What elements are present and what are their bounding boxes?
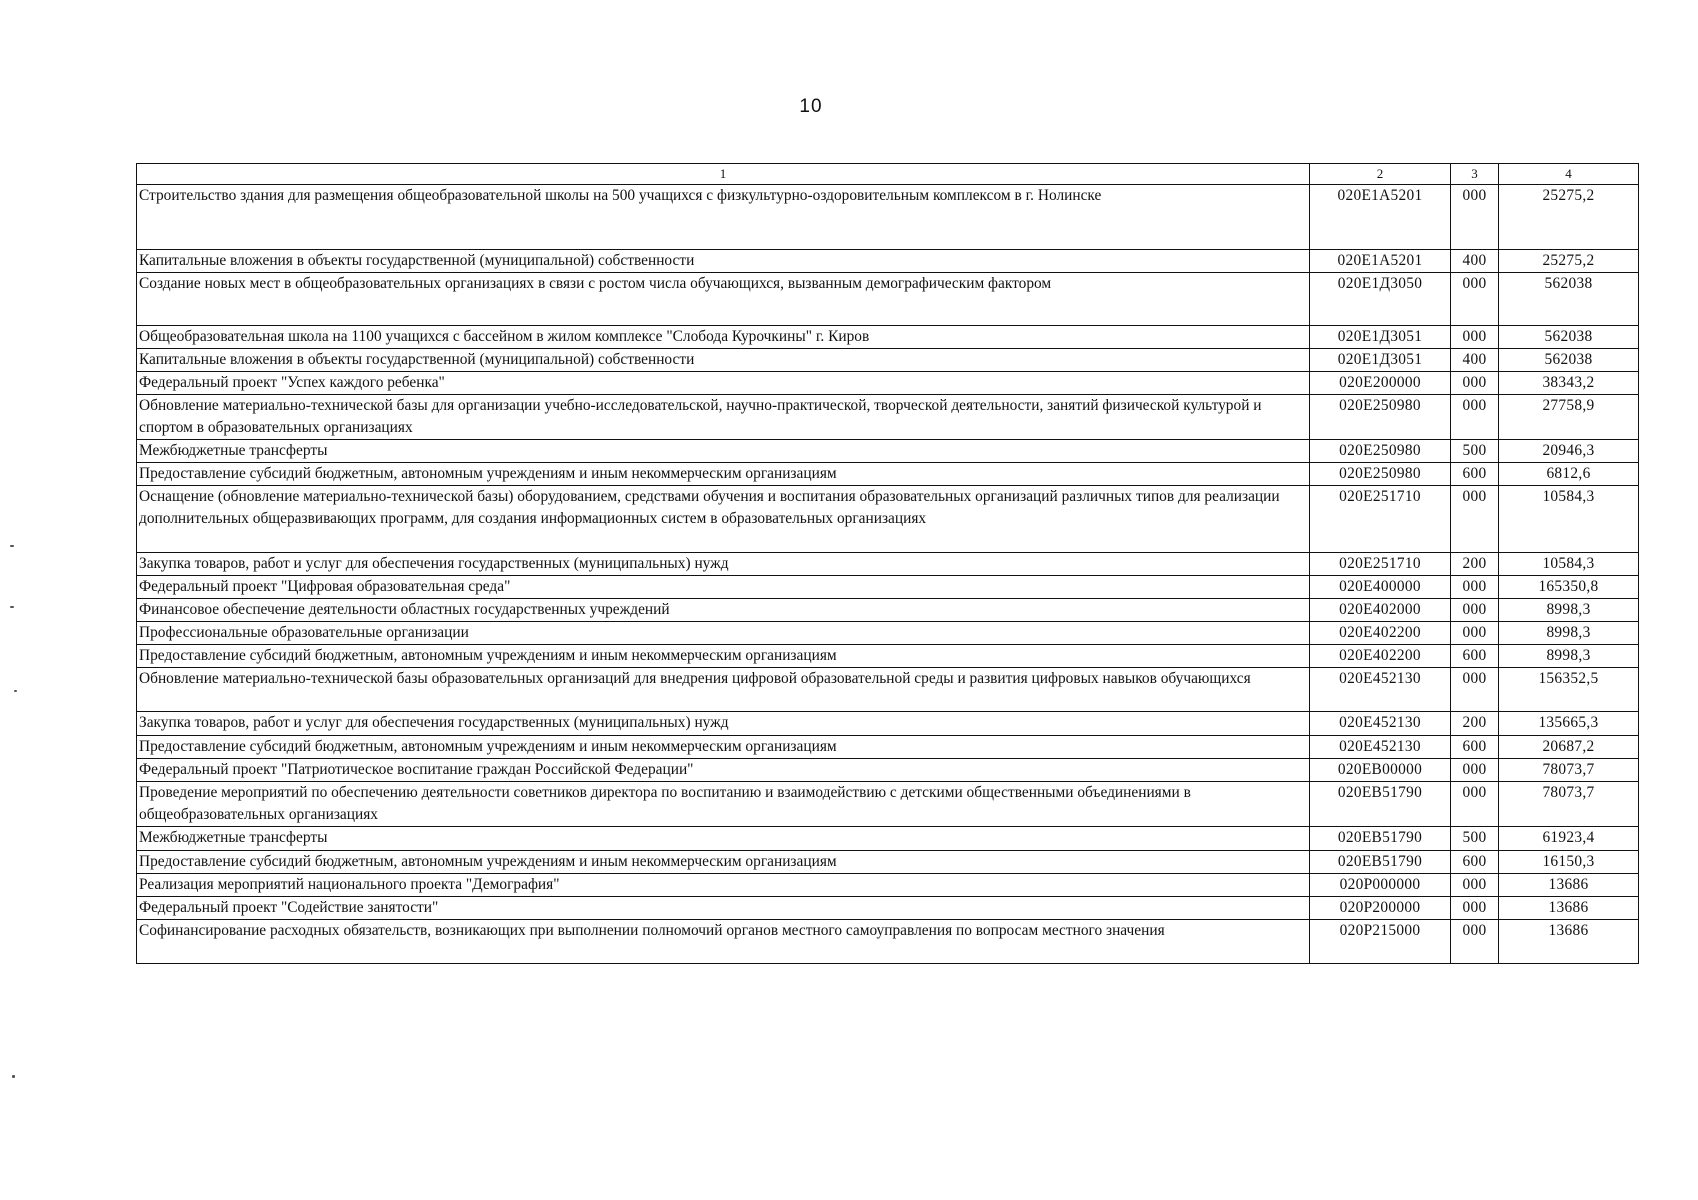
column-header-1: 1 bbox=[137, 164, 1310, 185]
row-name-cell: Предоставление субсидий бюджетным, автономным учреждениям и иным некоммерческим организациям bbox=[137, 463, 1310, 486]
row-code-cell: 020E251710 bbox=[1310, 553, 1451, 576]
row-amount-cell: 8998,3 bbox=[1499, 599, 1639, 622]
row-type-cell: 000 bbox=[1451, 874, 1499, 897]
row-amount-cell: 562038 bbox=[1499, 349, 1639, 372]
row-name-cell: Федеральный проект "Успех каждого ребенка" bbox=[137, 372, 1310, 395]
table-row bbox=[137, 349, 1639, 372]
row-code-cell: 020E452130 bbox=[1310, 712, 1451, 736]
row-type-cell: 000 bbox=[1451, 273, 1499, 326]
row-type-cell: 000 bbox=[1451, 920, 1499, 964]
row-code-cell: 020E400000 bbox=[1310, 576, 1451, 599]
row-amount-cell: 562038 bbox=[1499, 273, 1639, 326]
row-code-cell: 020E402200 bbox=[1310, 645, 1451, 668]
table-row bbox=[137, 759, 1639, 782]
column-header-4: 4 bbox=[1499, 164, 1639, 185]
table-row bbox=[137, 712, 1639, 736]
row-type-cell: 000 bbox=[1451, 622, 1499, 645]
row-code-cell: 020P215000 bbox=[1310, 920, 1451, 964]
row-code-cell: 020P000000 bbox=[1310, 874, 1451, 897]
table-row bbox=[137, 897, 1639, 920]
row-type-cell: 600 bbox=[1451, 463, 1499, 486]
row-code-cell: 020P200000 bbox=[1310, 897, 1451, 920]
table-row bbox=[137, 599, 1639, 622]
row-name-cell: Федеральный проект "Цифровая образовательная среда" bbox=[137, 576, 1310, 599]
row-amount-cell: 61923,4 bbox=[1499, 827, 1639, 851]
table-row bbox=[137, 486, 1639, 553]
table-row bbox=[137, 736, 1639, 759]
row-amount-cell: 156352,5 bbox=[1499, 668, 1639, 712]
row-type-cell: 000 bbox=[1451, 486, 1499, 553]
table-row bbox=[137, 874, 1639, 897]
row-type-cell: 000 bbox=[1451, 599, 1499, 622]
row-amount-cell: 13686 bbox=[1499, 920, 1639, 964]
row-amount-cell: 38343,2 bbox=[1499, 372, 1639, 395]
row-name-cell: Предоставление субсидий бюджетным, автономным учреждениям и иным некоммерческим организациям bbox=[137, 736, 1310, 759]
row-name-cell: Софинансирование расходных обязательств, возникающих при выполнении полномочий органов местного самоуправления по вопросам местного значения bbox=[137, 920, 1310, 964]
row-code-cell: 020E251710 bbox=[1310, 486, 1451, 553]
row-amount-cell: 10584,3 bbox=[1499, 486, 1639, 553]
row-name-cell: Создание новых мест в общеобразовательных организациях в связи с ростом числа обучающихся, вызванным демографическим фактором bbox=[137, 273, 1310, 326]
table-row bbox=[137, 463, 1639, 486]
row-name-cell: Обновление материально-технической базы образовательных организаций для внедрения цифровой образовательной среды и развития цифровых навыков обучающихся bbox=[137, 668, 1310, 712]
row-name-cell: Реализация мероприятий национального проекта "Демография" bbox=[137, 874, 1310, 897]
row-name-cell: Обновление материально-технической базы для организации учебно-исследовательской, научно-практической, творческой деятельности, занятий физической культурой и спортом в образовательных организациях bbox=[137, 395, 1310, 440]
row-code-cell: 020EB51790 bbox=[1310, 827, 1451, 851]
row-amount-cell: 78073,7 bbox=[1499, 759, 1639, 782]
row-code-cell: 020E200000 bbox=[1310, 372, 1451, 395]
row-type-cell: 000 bbox=[1451, 395, 1499, 440]
row-amount-cell: 20687,2 bbox=[1499, 736, 1639, 759]
row-type-cell: 400 bbox=[1451, 349, 1499, 372]
row-code-cell: 020EB51790 bbox=[1310, 782, 1451, 827]
row-code-cell: 020E452130 bbox=[1310, 668, 1451, 712]
row-code-cell: 020E1A5201 bbox=[1310, 185, 1451, 250]
row-amount-cell: 25275,2 bbox=[1499, 185, 1639, 250]
row-name-cell: Капитальные вложения в объекты государственной (муниципальной) собственности bbox=[137, 250, 1310, 273]
table-row bbox=[137, 273, 1639, 326]
row-name-cell: Закупка товаров, работ и услуг для обеспечения государственных (муниципальных) нужд bbox=[137, 712, 1310, 736]
row-amount-cell: 8998,3 bbox=[1499, 622, 1639, 645]
row-code-cell: 020E250980 bbox=[1310, 463, 1451, 486]
row-type-cell: 600 bbox=[1451, 736, 1499, 759]
row-type-cell: 000 bbox=[1451, 185, 1499, 250]
row-code-cell: 020E402200 bbox=[1310, 622, 1451, 645]
row-type-cell: 000 bbox=[1451, 326, 1499, 349]
row-name-cell: Общеобразовательная школа на 1100 учащихся с бассейном в жилом комплексе "Слобода Курочкины" г. Киров bbox=[137, 326, 1310, 349]
row-amount-cell: 13686 bbox=[1499, 897, 1639, 920]
scan-speck bbox=[12, 1075, 15, 1078]
table-row bbox=[137, 645, 1639, 668]
row-name-cell: Межбюджетные трансферты bbox=[137, 827, 1310, 851]
row-amount-cell: 16150,3 bbox=[1499, 851, 1639, 874]
row-type-cell: 000 bbox=[1451, 668, 1499, 712]
row-type-cell: 200 bbox=[1451, 712, 1499, 736]
row-type-cell: 400 bbox=[1451, 250, 1499, 273]
row-name-cell: Межбюджетные трансферты bbox=[137, 440, 1310, 463]
row-type-cell: 600 bbox=[1451, 645, 1499, 668]
row-amount-cell: 10584,3 bbox=[1499, 553, 1639, 576]
row-type-cell: 000 bbox=[1451, 897, 1499, 920]
row-amount-cell: 78073,7 bbox=[1499, 782, 1639, 827]
table-row bbox=[137, 395, 1639, 440]
row-amount-cell: 6812,6 bbox=[1499, 463, 1639, 486]
row-code-cell: 020E250980 bbox=[1310, 440, 1451, 463]
row-amount-cell: 135665,3 bbox=[1499, 712, 1639, 736]
column-header-2: 2 bbox=[1310, 164, 1451, 185]
row-type-cell: 600 bbox=[1451, 851, 1499, 874]
row-amount-cell: 13686 bbox=[1499, 874, 1639, 897]
table-row bbox=[137, 576, 1639, 599]
row-name-cell: Строительство здания для размещения общеобразовательной школы на 500 учащихся с физкультурно-оздоровительным комплексом в г. Нолинске bbox=[137, 185, 1310, 250]
row-code-cell: 020E452130 bbox=[1310, 736, 1451, 759]
row-name-cell: Предоставление субсидий бюджетным, автономным учреждениям и иным некоммерческим организациям bbox=[137, 851, 1310, 874]
row-code-cell: 020E250980 bbox=[1310, 395, 1451, 440]
table-row bbox=[137, 622, 1639, 645]
column-header-3: 3 bbox=[1451, 164, 1499, 185]
scan-speck bbox=[10, 545, 14, 547]
table-row bbox=[137, 782, 1639, 827]
row-type-cell: 500 bbox=[1451, 440, 1499, 463]
row-name-cell: Финансовое обеспечение деятельности областных государственных учреждений bbox=[137, 599, 1310, 622]
row-type-cell: 500 bbox=[1451, 827, 1499, 851]
row-code-cell: 020E1Д3050 bbox=[1310, 273, 1451, 326]
row-code-cell: 020EB51790 bbox=[1310, 851, 1451, 874]
row-amount-cell: 20946,3 bbox=[1499, 440, 1639, 463]
page-number: 10 bbox=[799, 96, 823, 117]
row-name-cell: Федеральный проект "Содействие занятости" bbox=[137, 897, 1310, 920]
table-row bbox=[137, 185, 1639, 250]
budget-table bbox=[136, 163, 1639, 964]
row-type-cell: 000 bbox=[1451, 576, 1499, 599]
row-type-cell: 000 bbox=[1451, 759, 1499, 782]
row-name-cell: Предоставление субсидий бюджетным, автономным учреждениям и иным некоммерческим организациям bbox=[137, 645, 1310, 668]
row-code-cell: 020E1Д3051 bbox=[1310, 326, 1451, 349]
row-amount-cell: 25275,2 bbox=[1499, 250, 1639, 273]
row-name-cell: Федеральный проект "Патриотическое воспитание граждан Российской Федерации" bbox=[137, 759, 1310, 782]
table-row bbox=[137, 851, 1639, 874]
row-code-cell: 020E402000 bbox=[1310, 599, 1451, 622]
table-row bbox=[137, 250, 1639, 273]
table-row bbox=[137, 827, 1639, 851]
row-amount-cell: 8998,3 bbox=[1499, 645, 1639, 668]
table-row bbox=[137, 372, 1639, 395]
table-header-row bbox=[137, 164, 1639, 185]
table-row bbox=[137, 440, 1639, 463]
row-name-cell: Закупка товаров, работ и услуг для обеспечения государственных (муниципальных) нужд bbox=[137, 553, 1310, 576]
scan-speck bbox=[14, 690, 17, 692]
table-row bbox=[137, 668, 1639, 712]
row-name-cell: Капитальные вложения в объекты государственной (муниципальной) собственности bbox=[137, 349, 1310, 372]
row-amount-cell: 562038 bbox=[1499, 326, 1639, 349]
row-code-cell: 020EB00000 bbox=[1310, 759, 1451, 782]
scan-speck bbox=[10, 606, 14, 608]
row-name-cell: Проведение мероприятий по обеспечению деятельности советников директора по воспитанию и взаимодействию с детскими общественными объединениями в общеобразовательных организациях bbox=[137, 782, 1310, 827]
row-type-cell: 000 bbox=[1451, 782, 1499, 827]
row-type-cell: 000 bbox=[1451, 372, 1499, 395]
row-type-cell: 200 bbox=[1451, 553, 1499, 576]
row-code-cell: 020E1Д3051 bbox=[1310, 349, 1451, 372]
row-amount-cell: 27758,9 bbox=[1499, 395, 1639, 440]
table-row bbox=[137, 920, 1639, 964]
table-row bbox=[137, 553, 1639, 576]
table-row bbox=[137, 326, 1639, 349]
row-name-cell: Профессиональные образовательные организации bbox=[137, 622, 1310, 645]
row-name-cell: Оснащение (обновление материально-технической базы) оборудованием, средствами обучения и воспитания образовательных организаций различных типов для реализации дополнительных общеразвивающих программ, для создания информационных систем в образовательных организациях bbox=[137, 486, 1310, 553]
row-amount-cell: 165350,8 bbox=[1499, 576, 1639, 599]
row-code-cell: 020E1A5201 bbox=[1310, 250, 1451, 273]
